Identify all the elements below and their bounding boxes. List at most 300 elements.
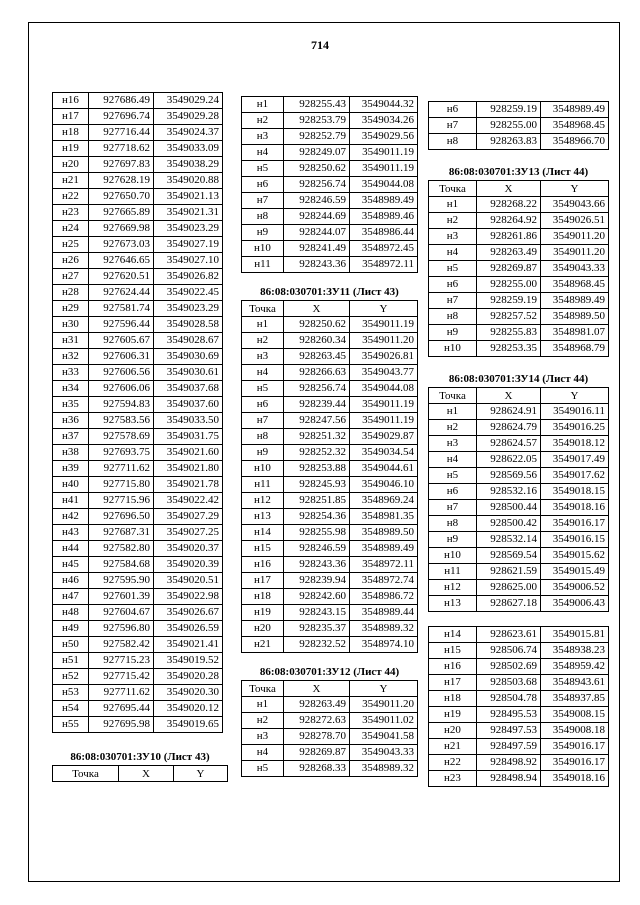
cell-y: 3549027.10 (154, 253, 223, 269)
table-row (242, 477, 418, 493)
cell-point: н1 (242, 697, 284, 713)
cell-x: 928625.00 (477, 580, 541, 596)
cell-x: 928247.56 (284, 413, 350, 429)
cell-y: 3549006.43 (541, 596, 609, 612)
table-row (429, 261, 609, 277)
table-row (53, 125, 223, 141)
table-row (429, 118, 609, 134)
cell-x: 927718.62 (89, 141, 154, 157)
cell-y: 3549044.08 (350, 381, 418, 397)
cell-y: 3549019.65 (154, 717, 223, 733)
cell-y: 3549030.61 (154, 365, 223, 381)
table-row (429, 404, 609, 420)
table-row (53, 717, 223, 733)
cell-y: 3549027.19 (154, 237, 223, 253)
cell-y: 3549019.52 (154, 653, 223, 669)
cell-point: н2 (242, 713, 284, 729)
cell-x: 927696.50 (89, 509, 154, 525)
cell-point: н45 (53, 557, 89, 573)
cell-y: 3548937.85 (541, 691, 609, 707)
cell-x: 928252.32 (284, 445, 350, 461)
table-row (53, 333, 223, 349)
coords-table-zu12 (241, 680, 418, 777)
cell-x: 928503.68 (477, 675, 541, 691)
cell-y: 3548986.44 (350, 225, 418, 241)
cell-y: 3549037.68 (154, 381, 223, 397)
table-row (429, 436, 609, 452)
cell-x: 928497.59 (477, 739, 541, 755)
cell-point: н8 (242, 429, 284, 445)
cell-y: 3548968.45 (541, 277, 609, 293)
cell-x: 928251.85 (284, 493, 350, 509)
cell-y: 3549044.08 (350, 177, 418, 193)
cell-x: 927711.62 (89, 685, 154, 701)
cell-y: 3549016.11 (541, 404, 609, 420)
cell-point: н19 (53, 141, 89, 157)
cell-y: 3549011.20 (350, 697, 418, 713)
table-row (429, 580, 609, 596)
cell-x: 928569.56 (477, 468, 541, 484)
cell-point: н5 (242, 161, 284, 177)
cell-point: н37 (53, 429, 89, 445)
cell-y: 3549021.60 (154, 445, 223, 461)
table-row (53, 557, 223, 573)
cell-x: 928243.36 (284, 257, 350, 273)
table-row (429, 468, 609, 484)
cell-point: н28 (53, 285, 89, 301)
cell-point: н25 (53, 237, 89, 253)
cell-y: 3548972.74 (350, 573, 418, 589)
cell-point: н3 (242, 129, 284, 145)
table-row (242, 241, 418, 257)
cell-point: н38 (53, 445, 89, 461)
cell-x: 928268.33 (284, 761, 350, 777)
cell-x: 927695.98 (89, 717, 154, 733)
cell-point: н4 (242, 145, 284, 161)
cell-point: н1 (242, 97, 284, 113)
cell-x: 928242.60 (284, 589, 350, 605)
cell-point: н11 (429, 564, 477, 580)
cell-x: 928624.91 (477, 404, 541, 420)
cell-y: 3549023.29 (154, 301, 223, 317)
cell-x: 928532.16 (477, 484, 541, 500)
cell-point: н4 (429, 452, 477, 468)
cell-x: 927578.69 (89, 429, 154, 445)
cell-x: 928257.52 (477, 309, 541, 325)
table-row (429, 452, 609, 468)
table-row (242, 193, 418, 209)
cell-y: 3548989.49 (541, 293, 609, 309)
cell-y: 3548968.79 (541, 341, 609, 357)
table-row (53, 589, 223, 605)
cell-x: 927697.83 (89, 157, 154, 173)
table-row (53, 493, 223, 509)
cell-y: 3549015.81 (541, 627, 609, 643)
cell-y: 3549008.18 (541, 723, 609, 739)
table-row (53, 413, 223, 429)
table-row (429, 420, 609, 436)
table-row (242, 413, 418, 429)
table-row (53, 381, 223, 397)
table-row (53, 301, 223, 317)
cell-y: 3549020.30 (154, 685, 223, 701)
cell-x: 928569.54 (477, 548, 541, 564)
cell-y: 3549017.49 (541, 452, 609, 468)
cell-x: 927695.44 (89, 701, 154, 717)
cell-y: 3549021.13 (154, 189, 223, 205)
table-row (242, 365, 418, 381)
cell-point: н3 (242, 729, 284, 745)
table-row (53, 93, 223, 109)
column-2 (241, 96, 418, 777)
cell-x: 928495.53 (477, 707, 541, 723)
cell-y: 3549038.29 (154, 157, 223, 173)
cell-x: 927650.70 (89, 189, 154, 205)
cell-x: 928268.22 (477, 197, 541, 213)
cell-point: н18 (242, 589, 284, 605)
cell-point: н2 (429, 420, 477, 436)
header-y: Y (541, 181, 609, 197)
cell-y: 3549011.19 (350, 317, 418, 333)
cell-x: 928497.53 (477, 723, 541, 739)
cell-y: 3549021.78 (154, 477, 223, 493)
cell-point: н3 (242, 349, 284, 365)
cell-y: 3549008.15 (541, 707, 609, 723)
cell-point: н9 (429, 532, 477, 548)
cell-y: 3549043.33 (350, 745, 418, 761)
cell-x: 928502.69 (477, 659, 541, 675)
header-x: X (477, 388, 541, 404)
table-row (429, 325, 609, 341)
table-row (53, 605, 223, 621)
table-row (429, 500, 609, 516)
cell-y: 3548989.50 (350, 525, 418, 541)
table-row (53, 477, 223, 493)
cell-x: 928259.19 (477, 102, 541, 118)
header-y: Y (541, 388, 609, 404)
cell-x: 928624.79 (477, 420, 541, 436)
cell-y: 3548989.32 (350, 761, 418, 777)
cell-point: н6 (242, 397, 284, 413)
table-row (53, 237, 223, 253)
header-y: Y (350, 681, 418, 697)
cell-x: 928246.59 (284, 193, 350, 209)
cell-x: 928263.83 (477, 134, 541, 150)
cell-x: 927646.65 (89, 253, 154, 269)
cell-point: н36 (53, 413, 89, 429)
table-row (242, 113, 418, 129)
table-row (429, 197, 609, 213)
cell-y: 3549011.20 (350, 333, 418, 349)
cell-x: 928254.36 (284, 509, 350, 525)
table-row (53, 269, 223, 285)
cell-point: н5 (429, 261, 477, 277)
cell-y: 3548989.49 (541, 102, 609, 118)
cell-y: 3549022.45 (154, 285, 223, 301)
table-row (53, 525, 223, 541)
cell-point: н9 (242, 225, 284, 241)
cell-point: н8 (242, 209, 284, 225)
section-title-zu13: 86:08:030701:ЗУ13 (Лист 44) (448, 166, 589, 178)
cell-point: н40 (53, 477, 89, 493)
cell-x: 928255.83 (477, 325, 541, 341)
cell-x: 928244.69 (284, 209, 350, 225)
cell-point: н15 (429, 643, 477, 659)
cell-point: н53 (53, 685, 89, 701)
cell-x: 928621.59 (477, 564, 541, 580)
cell-y: 3549011.19 (350, 145, 418, 161)
cell-point: н11 (242, 477, 284, 493)
cell-point: н31 (53, 333, 89, 349)
cell-x: 927715.96 (89, 493, 154, 509)
table-row (429, 659, 609, 675)
cell-x: 927711.62 (89, 461, 154, 477)
table-row (53, 157, 223, 173)
cell-x: 928252.79 (284, 129, 350, 145)
coords-table-zu9-continued (52, 92, 223, 733)
cell-y: 3549024.37 (154, 125, 223, 141)
cell-y: 3549044.61 (350, 461, 418, 477)
cell-point: н19 (242, 605, 284, 621)
cell-point: н35 (53, 397, 89, 413)
cell-x: 927669.98 (89, 221, 154, 237)
cell-y: 3549016.17 (541, 755, 609, 771)
table-row (429, 675, 609, 691)
cell-point: н9 (242, 445, 284, 461)
cell-point: н9 (429, 325, 477, 341)
cell-y: 3548959.42 (541, 659, 609, 675)
table-row (429, 245, 609, 261)
table-row (53, 701, 223, 717)
cell-y: 3549011.19 (350, 413, 418, 429)
cell-y: 3549034.54 (350, 445, 418, 461)
cell-y: 3548989.32 (350, 621, 418, 637)
cell-y: 3548972.45 (350, 241, 418, 257)
cell-y: 3549031.75 (154, 429, 223, 445)
cell-y: 3549043.66 (541, 197, 609, 213)
cell-y: 3549018.16 (541, 771, 609, 787)
cell-point: н20 (429, 723, 477, 739)
column-3 (428, 101, 609, 787)
cell-y: 3549021.41 (154, 637, 223, 653)
cell-x: 927606.06 (89, 381, 154, 397)
cell-x: 927715.80 (89, 477, 154, 493)
table-row (429, 627, 609, 643)
table-row (242, 317, 418, 333)
table-row (429, 707, 609, 723)
coords-table-zu10-rows (241, 96, 418, 273)
table-row (242, 605, 418, 621)
table-row (53, 221, 223, 237)
cell-x: 928500.42 (477, 516, 541, 532)
coords-table-zu11 (241, 300, 418, 653)
cell-point: н8 (429, 516, 477, 532)
cell-point: н8 (429, 309, 477, 325)
cell-x: 928263.49 (284, 697, 350, 713)
cell-x: 928250.62 (284, 317, 350, 333)
cell-x: 928244.07 (284, 225, 350, 241)
table-row (242, 729, 418, 745)
cell-point: н12 (429, 580, 477, 596)
table-row (242, 429, 418, 445)
cell-point: н18 (429, 691, 477, 707)
cell-y: 3549026.82 (154, 269, 223, 285)
cell-point: н6 (242, 177, 284, 193)
table-row (242, 397, 418, 413)
page-number: 714 (311, 38, 329, 52)
cell-x: 928239.44 (284, 397, 350, 413)
cell-point: н20 (53, 157, 89, 173)
cell-point: н5 (242, 381, 284, 397)
cell-x: 927582.80 (89, 541, 154, 557)
cell-x: 928627.18 (477, 596, 541, 612)
cell-point: н11 (242, 257, 284, 273)
cell-x: 927693.75 (89, 445, 154, 461)
table-row (53, 205, 223, 221)
cell-y: 3549037.60 (154, 397, 223, 413)
table-row (242, 621, 418, 637)
cell-x: 927601.39 (89, 589, 154, 605)
cell-y: 3549016.15 (541, 532, 609, 548)
table-row (429, 596, 609, 612)
table-row (242, 445, 418, 461)
table-row (53, 637, 223, 653)
cell-y: 3548981.35 (350, 509, 418, 525)
table-row (429, 771, 609, 787)
table-row (242, 381, 418, 397)
cell-point: н48 (53, 605, 89, 621)
table-row (242, 161, 418, 177)
cell-y: 3549020.12 (154, 701, 223, 717)
cell-y: 3548972.11 (350, 257, 418, 273)
cell-point: н7 (242, 413, 284, 429)
cell-x: 927595.90 (89, 573, 154, 589)
cell-x: 927596.44 (89, 317, 154, 333)
cell-point: н50 (53, 637, 89, 653)
cell-point: н33 (53, 365, 89, 381)
cell-y: 3549027.25 (154, 525, 223, 541)
cell-point: н4 (429, 245, 477, 261)
table-row (53, 189, 223, 205)
cell-point: н7 (242, 193, 284, 209)
cell-x: 928245.93 (284, 477, 350, 493)
cell-point: н22 (53, 189, 89, 205)
cell-y: 3549011.02 (350, 713, 418, 729)
header-x: X (284, 301, 350, 317)
table-row (429, 643, 609, 659)
table-row (242, 573, 418, 589)
table-row (53, 445, 223, 461)
cell-y: 3549029.28 (154, 109, 223, 125)
cell-point: н29 (53, 301, 89, 317)
cell-x: 928263.49 (477, 245, 541, 261)
table-row (242, 493, 418, 509)
cell-point: н13 (242, 509, 284, 525)
cell-x: 927583.56 (89, 413, 154, 429)
cell-x: 928243.36 (284, 557, 350, 573)
cell-y: 3549016.17 (541, 516, 609, 532)
cell-x: 928250.62 (284, 161, 350, 177)
table-row (53, 173, 223, 189)
cell-y: 3549022.42 (154, 493, 223, 509)
cell-y: 3549018.12 (541, 436, 609, 452)
cell-point: н1 (242, 317, 284, 333)
cell-point: н10 (429, 341, 477, 357)
cell-point: н14 (242, 525, 284, 541)
cell-y: 3548972.11 (350, 557, 418, 573)
cell-point: н26 (53, 253, 89, 269)
cell-x: 928259.19 (477, 293, 541, 309)
cell-x: 927584.68 (89, 557, 154, 573)
cell-x: 928500.44 (477, 500, 541, 516)
table-row (242, 761, 418, 777)
cell-x: 928263.45 (284, 349, 350, 365)
cell-y: 3548986.72 (350, 589, 418, 605)
table-row (242, 257, 418, 273)
cell-point: н22 (429, 755, 477, 771)
cell-x: 928261.86 (477, 229, 541, 245)
cell-point: н2 (242, 333, 284, 349)
table-row (53, 573, 223, 589)
cell-x: 927594.83 (89, 397, 154, 413)
cell-x: 928498.94 (477, 771, 541, 787)
table-row (53, 365, 223, 381)
cell-point: н10 (242, 461, 284, 477)
cell-point: н6 (429, 102, 477, 118)
cell-point: н16 (242, 557, 284, 573)
cell-point: н30 (53, 317, 89, 333)
cell-y: 3549021.80 (154, 461, 223, 477)
table-row (429, 293, 609, 309)
cell-point: н23 (53, 205, 89, 221)
cell-x: 928255.98 (284, 525, 350, 541)
header-point: Точка (429, 181, 477, 197)
cell-x: 927696.74 (89, 109, 154, 125)
cell-point: н19 (429, 707, 477, 723)
table-row (429, 341, 609, 357)
cell-y: 3549020.39 (154, 557, 223, 573)
cell-point: н54 (53, 701, 89, 717)
cell-x: 927620.51 (89, 269, 154, 285)
cell-point: н2 (242, 113, 284, 129)
table-row (429, 723, 609, 739)
column-1 (52, 92, 228, 782)
cell-point: н12 (242, 493, 284, 509)
cell-x: 928256.74 (284, 381, 350, 397)
table-row (242, 209, 418, 225)
cell-y: 3548989.49 (350, 193, 418, 209)
cell-point: н39 (53, 461, 89, 477)
cell-point: н15 (242, 541, 284, 557)
cell-y: 3548969.24 (350, 493, 418, 509)
cell-y: 3548989.44 (350, 605, 418, 621)
cell-point: н7 (429, 293, 477, 309)
cell-x: 928253.35 (477, 341, 541, 357)
cell-y: 3549044.32 (350, 97, 418, 113)
cell-point: н7 (429, 118, 477, 134)
cell-x: 928256.74 (284, 177, 350, 193)
cell-x: 927715.42 (89, 669, 154, 685)
cell-y: 3549029.56 (350, 129, 418, 145)
cell-point: н4 (242, 365, 284, 381)
table-row (242, 225, 418, 241)
cell-x: 927606.56 (89, 365, 154, 381)
cell-x: 928269.87 (284, 745, 350, 761)
cell-point: н42 (53, 509, 89, 525)
cell-y: 3549030.69 (154, 349, 223, 365)
cell-y: 3548989.50 (541, 309, 609, 325)
cell-y: 3549046.10 (350, 477, 418, 493)
